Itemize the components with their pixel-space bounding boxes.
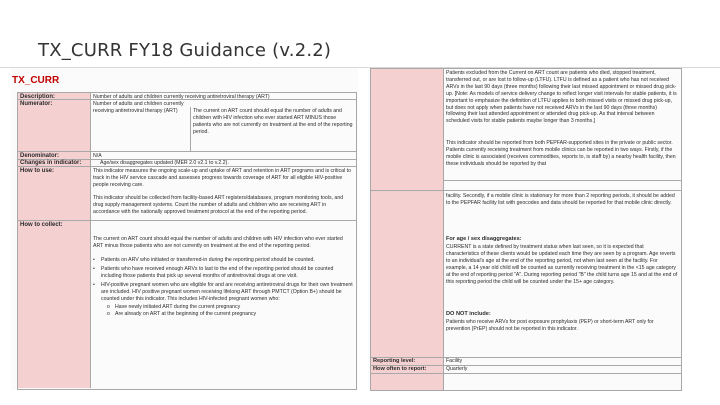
- sub-bullet-item: o Are already on ART at the beginning of the current pregnancy: [107, 311, 257, 318]
- numerator-label: Numerator:: [20, 101, 53, 107]
- tx-curr-heading: TX_CURR: [12, 75, 60, 86]
- description-text: Number of adults and children currently receiving antiretroviral therapy (ART): [93, 94, 270, 100]
- age-sex-text: CURRENT is a state defined by treatment status when last seen, so it is expected that characteristics of these clients would be updated each time they are seen by a program. Age reverts to an individual's age at the end of the reporting period, not when last seen at the facility. For example, a 14 year old child will be counted as currently receiving treatment in the <15 age category at the end of reporting period "A". During reporting period "B" the child turns age 15 and at the end of this reporting period the child will be counted under the 15+ age category.: [446, 244, 678, 285]
- how-to-use-text: This indicator measures the ongoing scale-up and uptake of ART and retention in ART programs and is critical to track in the HIV service cascade and assesses progress towards coverage of ART for all eligible HIV-positive people receiving care.: [93, 168, 351, 188]
- do-not-include-text: Patients who receive ARVs for post exposure prophylaxis (PEP) or short-term ART only for prevention (PrEP) should not be reported in this indicator.: [446, 319, 654, 332]
- description-label: Description:: [20, 94, 56, 100]
- changes-label: Changes in indicator:: [20, 160, 82, 166]
- facility-reporting-text: facility. Secondly, if a mobile clinic is stationary for more than 2 reporting periods, it should be added to the PEPFAR facility list with geocodes and data should be reported for that mobile clinic directly.: [446, 193, 675, 206]
- bullet-item: • Patients who have received enough ARVs to last to the end of the reporting period should be counted including those patients that pick up several months of antiretroviral drugs at one visit.: [93, 265, 334, 279]
- how-to-use-label: How to use:: [20, 168, 54, 174]
- sub-bullet-item: o Have newly initiated ART during the current pregnancy: [107, 304, 241, 311]
- how-to-collect-text: This indicator should be collected from facility-based ART registers/databases, program monitoring tools, and drug supply management systems. Count the number of adults and children who are receiving ART in accordance with the nationally approved treatment protocol at the end of the reporting period.: [93, 195, 344, 215]
- exclusions-text: Patients excluded from the Current on ART count are patients who died, stopped treatment, transferred out, or are lost to follow-up (LTFU). LTFU is defined as a patient who has not received ARVs in the last 90 days (three months) following their last missed appointment or missed drug pick-up. [Note: As models of service delivery change to reflect longer visit intervals for stable patients, it is important to emphasize the definition of LTFU applies to both missed visits or missed drug pick-up, but does not apply when patients have not received ARVs in the last 90 days (three months) following their last attended appointment or attended drug pick-up. As that interval between scheduled visits for stable patients maybe longer than 3 months.]: [446, 70, 677, 125]
- changes-text: Age/sex disaggregates updated (MER 2.0 v2.1 to v.2.2).: [100, 160, 229, 166]
- bullet-list: [93, 257, 353, 318]
- numerator-note: The current on ART count should equal the number of adults and children with HIV infection who ever started ART MINUS those patients who are not currently on treatment at the end of the reporting period.: [193, 108, 353, 135]
- label-column-divider: [90, 92, 91, 388]
- how-often-label: How often to report:: [373, 366, 427, 372]
- how-often-value: Quarterly: [446, 366, 468, 372]
- reporting-level-value: Facility: [446, 358, 463, 364]
- reporting-level-label: Reporting level:: [373, 358, 416, 364]
- age-sex-heading: For age / sex disaggregates:: [446, 236, 522, 242]
- current-on-art-text: The current on ART count should equal the number of adults and children with HIV infection who ever started ART minus those patients who are not currently on treatment at the end of the reporting period.: [93, 236, 343, 249]
- how-to-collect-label: How to collect:: [20, 222, 63, 228]
- denominator-text: N/A: [93, 153, 102, 159]
- slide-title: TX_CURR FY18 Guidance (v.2.2): [38, 40, 332, 61]
- bullet-item: • HIV-positive pregnant women who are eligible for and are receiving antiretroviral drugs for their own treatment are included. HIV positive pregnant women receiving lifelong ART through PMTCT (Option B+) should be counted under this indicator. This includes HIV-infected pregnant women who:: [93, 281, 353, 302]
- numerator-text: Number of adults and children currently receiving antiretroviral therapy (ART): [93, 101, 184, 114]
- do-not-include-heading: DO NOT include:: [446, 311, 491, 317]
- bullet-item: • Patients on ARV who initiated or transferred-in during the reporting period should be counted.: [93, 257, 315, 263]
- denominator-label: Denominator:: [20, 153, 59, 159]
- community-reporting-text: This indicator should be reported from both PEPFAR-supported sites in the private or public sector. Patients currently receiving treatment from mobile clinics can be reported in two ways. Firstly, if the mobile clinic is associated (receives commodities, reports to, is staff by) a nearby health facility, then these individuals should be reported by that: [446, 140, 676, 167]
